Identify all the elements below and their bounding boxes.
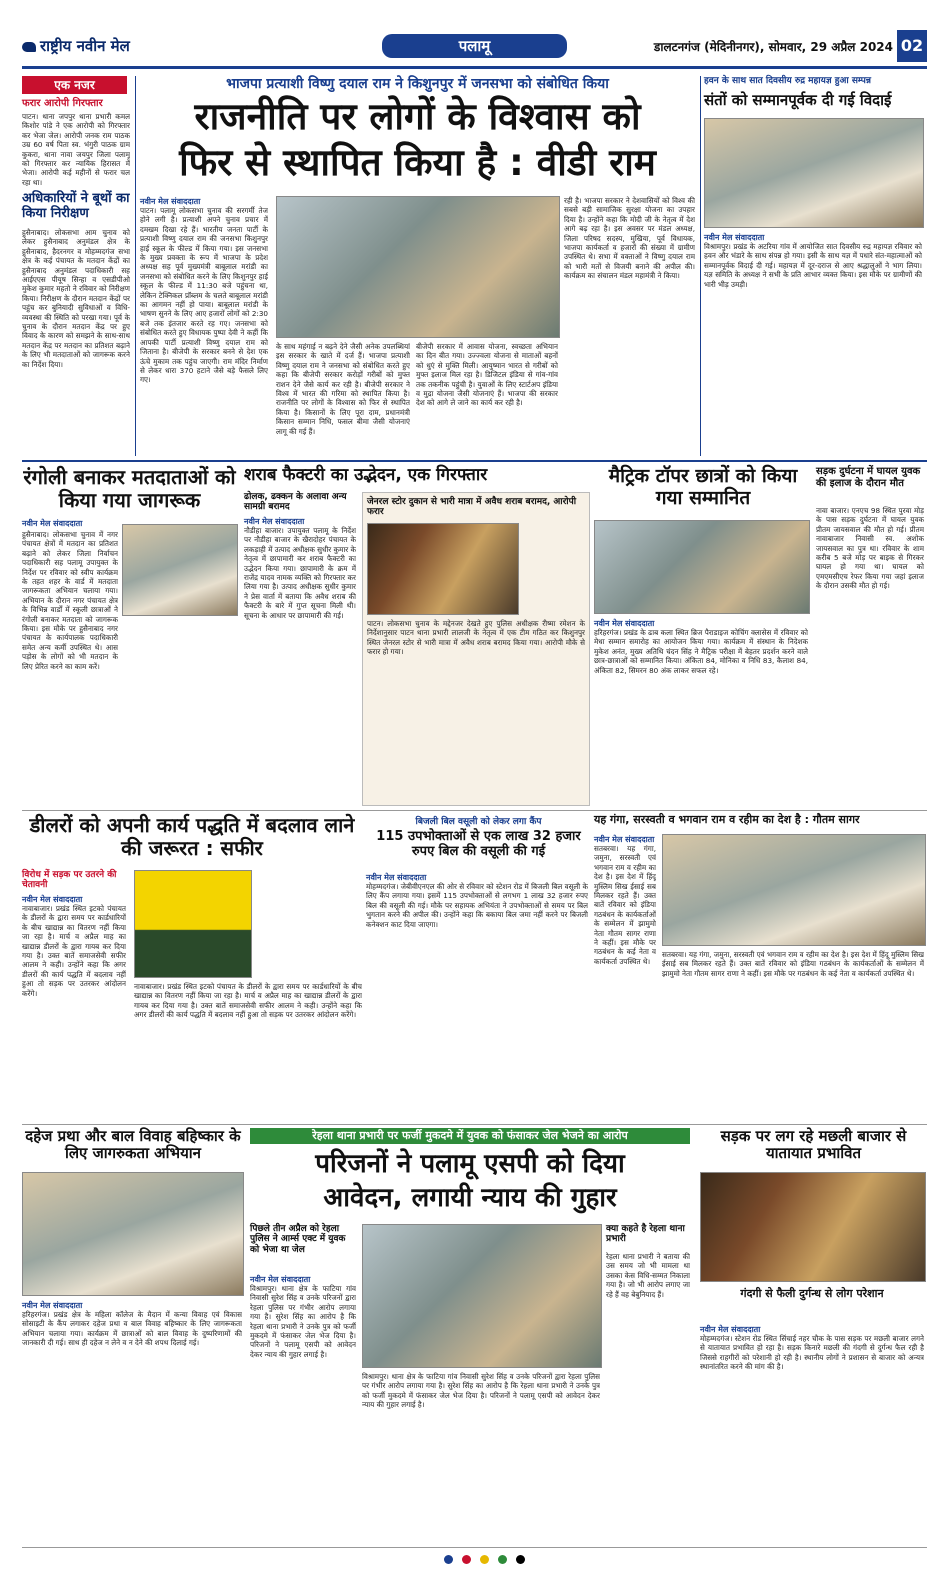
story-byline: नवीन मेल संवाददाता (250, 1275, 311, 1284)
story-text: हरिहरगंज। प्रखंड क्षेत्र के महिला कॉलेज के मैदान में कन्या विवाह एवं विकास सोसाइटी के कैंप लगाकर दहेज प्रथा व बाल विवाह बहिष्कार के लिए जागरूकता अभियान चलाया गया। कार्यक्रम में छात्राओं को बाल विवाह के दुष्परिणामों की जानकारी दी गई। साथ ही दहेज न लेने व न देने की शपथ दिलाई गई। (22, 1310, 242, 1348)
sidebar-item1-title: फरार आरोपी गिरफ्तार (22, 98, 103, 109)
story-byline: नवीन मेल संवाददाता (22, 895, 83, 904)
story-photo (662, 834, 926, 946)
bottles-photo (367, 523, 519, 615)
story-headline: मैट्रिक टॉपर छात्रों को किया गया सम्मानित (608, 465, 798, 509)
color-dot (444, 1555, 453, 1564)
color-dot (516, 1555, 525, 1564)
story-headline-2: आवेदन, लगायी न्याय की गुहार (323, 1183, 617, 1213)
story-sant-vidai (704, 72, 926, 458)
lead-text-b: के साथ महंगाई न बढ़ने देने जैसी अनेक उपलब्धियां इस सरकार के खाते में दर्ज हैं। भाजपा प्रत्याशी विष्णु दयाल राम ने जनसभा को संबोधित करते हुए कहा कि बीजेपी सरकार करोड़ों गरीबों को मुफ्त राशन देने जैसे कार्य कर रही है। बीजेपी सरकार ने विश्व में भारत की गरिमा को स्थापित किया है। राजनीति पर लोगों के विश्वास को फिर से स्थापित किया है। किसानों के लिए पूरा दाम, प्रधानमंत्री किसान सम्मान निधि, फसल बीमा जैसी योजनाएं लागू की गई हैं। (276, 342, 410, 436)
portrait-photo (134, 870, 252, 978)
story-text: मोहम्मदगंज। जेबीवीएनएल की ओर से रविवार को स्टेशन रोड में बिजली बिल वसूली के लिए कैंप लगाया गया। इसमें 115 उपभोक्ताओं से लगभग 1 लाख 32 हजार रुपए बिल की वसूली की गई। मौके पर सहायक अभियंता ने उपभोक्ताओं से समय पर बिल भुगतान करने की अपील की। उन्होंने कहा कि बकाया बिल जमा नहीं करने पर बिजली कनेक्शन काट दिया जाएगा। (366, 882, 588, 929)
story-byline: नवीन मेल संवाददाता (700, 1325, 761, 1334)
box-text: पाटन। लोकसभा चुनाव के मद्देनजर देखते हुए पुलिस अधीक्षक रीष्मा रमेशन के निर्देशानुसार पाटन थाना प्रभारी लालजी के नेतृत्व में एक टीम गठित कर किशुनपुर स्थित जेनरल स्टोर से भारी मात्रा में अवैध शराब बरामद किया गया। आरोपी मौके से फरार हो गया। (367, 619, 585, 657)
story-headline: संतों को सम्मानपूर्वक दी गई विदाई (704, 91, 892, 109)
story-headline: शराब फैक्टरी का उद्भेदन, एक गिरफ्तार (244, 465, 488, 485)
lead-text-d: रही है। भाजपा सरकार ने देशवासियों को विश्व की सबसे बड़ी सामाजिक सुरक्षा योजना का उपहार दिया है। उन्होंने कहा कि मोदी जी के नेतृत्व में देश आगे बढ़ रहा है। इस अवसर पर मंडल अध्यक्ष, जिला परिषद सदस्य, मुखिया, पूर्व विधायक, भाजपा कार्यकर्ता व हजारों की संख्या में ग्रामीण उपस्थित थे। सभा में वक्ताओं ने विष्णु दयाल राम को भारी मतों से विजयी बनाने की अपील की। कार्यक्रम का संचालन मंडल महामंत्री ने किया। (564, 196, 695, 281)
lead-headline-1: राजनीति पर लोगों के विश्वास को (194, 95, 641, 138)
sidebar-item2-title: अधिकारियों ने बूथों का किया निरीक्षण (22, 191, 130, 221)
story-text: हुसैनाबाद। लोकसभा चुनाव में नगर पंचायत क्षेत्रों में मतदान का प्रतिशत बढ़ाने को लेकर जिला निर्वाचन पदाधिकारी सह पलामू उपायुक्त के निर्देश पर रविवार को स्वीप कार्यक्रम के तहत शहर के वार्ड में मतदाता जागरूकता अभियान चलाया गया। अभियान के दौरान नगर पंचायत क्षेत्र के विभिन्न वार्डों में स्कूली छात्राओं ने रंगोली बनाकर मतदाता को जागरूक किया। इस मौके पर हुसैनाबाद नगर पंचायत के कार्यपालक पदाधिकारी समेत अन्य कर्मी उपस्थित थे। आस पड़ोस के लोगों को भी मतदान के लिए प्रेरित करने का काम करें। (22, 530, 118, 671)
story-headline-1: परिजनों ने पलामू एसपी को दिया (315, 1149, 625, 1179)
story-text: नावा बाजार। एनएच 98 स्थित पुरवा मोड़ के पास सड़क दुर्घटना में घायल युवक प्रीतम जायसवाल की मौत हो गई। प्रीतम नावाबाजार निवासी स्व. अशोक जायसवाल का पुत्र था। रविवार के शाम करीब 5 बजे मोड़ पर बाइक से गिरकर घायल हो गया था। घायल को एमएमसीएच रेफर किया गया जहां इलाज के दौरान उसकी मौत हो गई। (816, 506, 924, 591)
story-headline: दहेज प्रथा और बाल विवाह बहिष्कार के लिए जागरुकता अभियान (25, 1127, 241, 1163)
lead-text-c: बीजेपी सरकार में आवास योजना, स्वच्छता अभियान का दिन बीत गया। उज्ज्वला योजना से माताओं बहनों को धुएं से मुक्ति मिली। आयुष्मान भारत से गरीबों को मुफ्त इलाज मिल रहा है। डिजिटल इंडिया से गांव-गांव तक तकनीक पहुंची है। युवाओं के लिए स्टार्टअप इंडिया व मुद्रा योजना जैसी योजनाएं हैं। भाजपा की सरकार देश को आगे ले जाने का कार्य कर रही है। (416, 342, 558, 408)
bird-logo-icon (22, 42, 36, 52)
story-sub: विरोध में सड़क पर उतरने की चेतावनी (22, 870, 117, 891)
sidebar-item2-text: हुसैनाबाद। लोकसभा आम चुनाव को लेकर हुसैनाबाद अनुमंडल क्षेत्र के हुसैनाबाद, हैदरनगर व मोहम्मदगंज सभा क्षेत्र के कई पंचायत के मतदान केंद्रों का हुसैनाबाद अनुमंडल पदाधिकारी सह आईएएस पीयूष सिन्हा व एसडीपीओ मुकेश कुमार महतो ने रविवार को निरीक्षण किया। निरीक्षण के दौरान मतदान केंद्रों पर पहुंच कर बुनियादी सुविधाओं व विधि-व्यवस्था की स्थिति को परखा गया। पूर्व के चुनाव के दौरान मतदान केंद्र पर हुए विवाद के कारण को समझने के साथ-साथ मतदान केंद्र पर मतदान का प्रतिशत बढ़ाने के लिए भी मतदाताओं को जागरूक करने का निर्देश दिया। (22, 228, 130, 369)
story-rehla (250, 1128, 690, 1540)
color-dot (480, 1555, 489, 1564)
lead-headline-2: फिर से स्थापित किया है : वीडी राम (179, 141, 656, 184)
story-dahej (22, 1128, 244, 1540)
story-byline: नवीन मेल संवाददाता (594, 619, 655, 628)
story-matric (594, 466, 812, 806)
story-text-2: विश्रामपुर। थाना क्षेत्र के फाटिया गांव निवासी सुरेश सिंह व उनके परिजनों द्वारा रेहला पुलिस पर गंभीर आरोप लगाया गया है। सुरेश सिंह का आरोप है कि रेहला थाना प्रभारी ने उनके पुत्र को फर्जी मुकदमे में फंसाकर जेल भेज दिया है। परिजनों ने पलामू एसपी को आवेदन देकर न्याय की गुहार लगाई है। (362, 1372, 600, 1410)
story-byline: नवीन मेल संवाददाता (366, 873, 427, 882)
box-title: जेनरल स्टोर दुकान से भारी मात्रा में अवैध शराब बरामद, आरोपी फरार (367, 497, 577, 518)
story-byline: नवीन मेल संवाददाता (244, 517, 305, 526)
story-bijli (366, 814, 591, 1132)
story-text-2: सतबरवा। यह गंगा, जमुना, सरस्वती एवं भगवान राम व रहीम का देश है। इस देश में हिंदू मुस्लिम सिख ईसाई सब मिलकर रहते हैं। उक्त बातें रविवार को इंडिया गठबंधन के कार्यकर्ताओं के सम्मेलन में झामुमो नेता गौतम सागर राणा ने कहीं। इस मौके पर गठबंधन के कई नेता व कार्यकर्ता उपस्थित थे। (662, 950, 924, 978)
story-gautam (594, 814, 927, 1132)
story-sub: ढोलक, ढक्कन के अलावा अन्य सामग्री बरामद (244, 492, 347, 513)
story-photo (122, 524, 238, 616)
story-sub: गंदगी से फैली दुर्गन्ध से लोग परेशान (740, 1287, 884, 1300)
page-number: 02 (897, 30, 927, 62)
divider (700, 76, 701, 456)
section-divider (22, 460, 927, 462)
story-kicker: बिजली बिल वसूली को लेकर लगा कैंप (415, 817, 542, 827)
sidebar-item1-text: पाटन। थाना जपपुर थाना प्रभारी कमल किशोर पांडे ने एक आरोपी को गिरफ्तार कर भेजा जेल। आरोपी जनक राम पाठक उम्र 60 वर्ष पिता स्व. भंगुरी पाठक ग्राम कुकरा, थाना नावा जयपुर जिला पलामू को गिरफ्तार कर न्यायिक हिरासत में भेजा। आरोपी कई महीनों से फरार चल रहा था। (22, 112, 130, 187)
story-rangoli (22, 466, 237, 806)
story-dealer (22, 814, 362, 1132)
color-dot (498, 1555, 507, 1564)
brand-logo: राष्ट्रीय नवीन मेल (22, 36, 130, 56)
lead-story (140, 72, 695, 458)
dateline: डालटनगंज (मेदिनीनगर), सोमवार, 29 अप्रैल 2024 (653, 40, 893, 54)
section-badge: पलामू (382, 34, 567, 58)
story-kicker: हवन के साथ सात दिवसीय रुद्र महायज्ञ हुआ सम्पन्न (704, 76, 872, 86)
story-side-head: पिछले तीन अप्रैल को रेहला पुलिस ने आर्म्स एक्ट में युवक को भेजा था जेल (250, 1224, 346, 1255)
divider (135, 76, 136, 456)
story-byline: नवीन मेल संवाददाता (22, 1301, 83, 1310)
lead-photo (276, 196, 560, 338)
sidebar-tag: एक नजर (22, 76, 127, 94)
lead-text-a: पाटन। पलामू लोकसभा चुनाव की सरगर्मी तेज होने लगी है। प्रत्याशी अपने चुनाव प्रचार में दमखम दिखा रहे हैं। भारतीय जनता पार्टी के प्रत्याशी विष्णु दयाल राम की जनसभा किशुनपुर हाई स्कूल के फील्ड में किया गया। इस जनसभा के मुख्य प्रवक्ता के रूप में भाजपा के प्रदेश अध्यक्ष सह पूर्व मुख्यमंत्री बाबूलाल मरांडी का जनसभा को संबोधित करने के लिए किशुनपुर हाई स्कूल के फील्ड में 11:30 बजे पहुंचना था, लेकिन टेक्निकल प्रॉब्लम के चलते बाबूलाल मरांडी का आगमन नहीं हो पाया। बाबूलाल मरांडी के भाषण सुनने के लिए आए हजारों लोगों को 2:30 बजे तक इंतजार करते रह गए। जनसभा को संबोधित करते हुए विधायक पुष्पा देवी ने कहीं कि आपकी पार्टी प्रत्याशी विष्णु दयाल राम को जिताना है। बीजेपी के सरकार बनने से देश एक ऊंचे मुकाम तक पहुंच जाएगी। राम मंदिर निर्माण से लेकर धारा 370 हटाने जैसे बड़े फैसले लिए गए। (140, 206, 268, 385)
story-headline: सड़क पर लग रहे मछली बाजार से यातायात प्रभावित (720, 1127, 907, 1163)
story-photo (362, 1224, 602, 1368)
lead-byline: नवीन मेल संवाददाता (140, 197, 201, 206)
story-text: मोहम्मदगंज। स्टेशन रोड स्थित सिंचाई नहर चौक के पास सड़क पर मछली बाजार लगने से यातायात प्रभावित हो रहा है। सड़क किनारे मछली की गंदगी से दुर्गन्ध फैल रही है जिससे राहगीरों को परेशानी हो रही है। स्थानीय लोगों ने प्रशासन से बाजार को अन्यत्र स्थानांतरित करने की मांग की है। (700, 1334, 924, 1372)
lead-kicker: भाजपा प्रत्याशी विष्णु दयाल राम ने किशुनपुर में जनसभा को संबोधित किया (226, 76, 609, 92)
story-sharab (244, 466, 589, 806)
story-photo (700, 1172, 926, 1282)
masthead (22, 30, 927, 69)
footer-dots (442, 1549, 527, 1568)
story-headline: रंगोली बनाकर मतदाताओं को किया गया जागरूक (23, 465, 236, 512)
story-photo (22, 1172, 244, 1296)
story-text: विश्रामपुर। प्रखंड के अटरिया गांव में आयोजित सात दिवसीय रुद्र महायज्ञ रविवार को हवन और भंडारे के साथ संपन्न हो गया। इसी के साथ यज्ञ में पधारे संत-महात्माओं को सम्मानपूर्वक विदाई दी गई। महायज्ञ में दूर-दराज से आए श्रद्धालुओं ने भाग लिया। यज्ञ समिति के अध्यक्ष ने सभी के प्रति आभार व्यक्त किया। इस मौके पर ग्रामीणों की भारी भीड़ उमड़ी। (704, 242, 922, 289)
story-text: विश्रामपुर। थाना क्षेत्र के फाटिया गांव निवासी सुरेश सिंह व उनके परिजनों द्वारा रेहला पुलिस पर गंभीर आरोप लगाया गया है। सुरेश सिंह का आरोप है कि रेहला थाना प्रभारी ने उनके पुत्र को फर्जी मुकदमे में फंसाकर जेल भेज दिया है। परिजनों ने पलामू एसपी को आवेदन देकर न्याय की गुहार लगाई है। (250, 1284, 356, 1359)
color-dot (462, 1555, 471, 1564)
section-divider (22, 1124, 927, 1125)
story-text: नावाबाजार। प्रखंड स्थित इटको पंचायत के डीलरों के द्वारा समय पर कार्डधारियों के बीच खाद्यान्न का वितरण नहीं किया जा रहा है। मार्च व अप्रैल माह का खाद्यान्न डीलरों के द्वारा गायब कर दिया गया है। उक्त बातें समाजसेवी सफीर आलम ने कही। उन्होंने कहा कि अगर डीलरों की कार्य पद्धति में बदलाव नहीं हुआ तो सड़क पर उतरकर आंदोलन करेंगे। (22, 904, 126, 998)
footer-color-bar (22, 1547, 927, 1558)
story-bar: रेहला थाना प्रभारी पर फर्जी मुकदमे में युवक को फंसाकर जेल भेजने का आरोप (250, 1128, 690, 1144)
story-photo (594, 520, 810, 614)
section-divider (22, 810, 927, 811)
story-headline: 115 उपभोक्ताओं से एक लाख 32 हजार रुपए बिल की वसूली की गई (376, 829, 581, 859)
story-text: हरिहरगंज। प्रखंड के ढाब कला स्थित ब्रिज पैराडाइज कोचिंग क्लासेस में रविवार को मेधा सम्मान समारोह का आयोजन किया गया। कार्यक्रम में संस्थान के निदेशक मुकेश अनंत, मुख्य अतिथि चंदन सिंह ने मैट्रिक परीक्षा में बेहतर प्रदर्शन करने वाले छात्र-छात्राओं को सम्मानित किया। अंकिता 84, मोनिका व निधि 83, कैलाश 84, अंकिता 82, सिमरन 80 अंक लाकर सफल रहे। (594, 628, 808, 675)
sharab-box (362, 492, 590, 806)
story-text: नौडीहा बाजार। उपायुक्त पलामू के निर्देश पर नौडीहा बाजार के खैरादोहर पंचायत के लकड़ाही में उत्पाद अधीक्षक सुधीर कुमार के नेतृत्व में छापामारी कर शराब फैक्टरी का उद्भेदन किया गया। छापामारी के क्रम में राजेंद्र यादव नामक व्यक्ति को गिरफ्तार कर लिया गया है। उत्पाद अधीक्षक सुधीर कुमार ने प्रेस वार्ता में बताया कि अवैध शराब की फैक्टरी के बारे में गुप्त सूचना मिली थी। सूचना के आधार पर छापामारी की गई। (244, 526, 356, 620)
story-text: सतबरवा। यह गंगा, जमुना, सरस्वती एवं भगवान राम व रहीम का देश है। इस देश में हिंदू मुस्लिम सिख ईसाई सब मिलकर रहते हैं। उक्त बातें रविवार को इंडिया गठबंधन के कार्यकर्ताओं के सम्मेलन में झामुमो नेता गौतम सागर राणा ने कहीं। इस मौके पर गठबंधन के कई नेता व कार्यकर्ता उपस्थित थे। (594, 844, 656, 966)
story-text-2: नावाबाजार। प्रखंड स्थित इटको पंचायत के डीलरों के द्वारा समय पर कार्डधारियों के बीच खाद्यान्न का वितरण नहीं किया जा रहा है। मार्च व अप्रैल माह का खाद्यान्न डीलरों के द्वारा गायब कर दिया गया है। उक्त बातें समाजसेवी सफीर आलम ने कही। उन्होंने कहा कि अगर डीलरों की कार्य पद्धति में बदलाव नहीं हुआ तो सड़क पर उतरकर आंदोलन करेंगे। (134, 982, 362, 1020)
sidebar (22, 76, 132, 456)
story-byline: नवीन मेल संवाददाता (704, 233, 765, 242)
story-byline: नवीन मेल संवाददाता (594, 835, 655, 844)
story-headline: सड़क दुर्घटना में घायल युवक की इलाज के दौरान मौत (816, 466, 921, 489)
story-byline: नवीन मेल संवाददाता (22, 519, 83, 528)
story-headline: डीलरों को अपनी कार्य पद्धति में बदलाव लाने की जरूरत : सफीर (29, 813, 355, 860)
quote-title: क्या कहते है रेहला थाना प्रभारी (606, 1224, 685, 1245)
story-headline: यह गंगा, सरस्वती व भगवान राम व रहीम का देश है : गौतम सागर (594, 813, 860, 826)
story-photo (704, 118, 924, 228)
story-machli (700, 1128, 927, 1540)
story-accident (816, 466, 927, 806)
quote-text: रेहला थाना प्रभारी ने बताया की उस समय जो भी मामला था उसका केस विधि-सम्मत निकाला गया है। जो भी आरोप लगाए जा रहे हैं वह बेबुनियाद हैं। (606, 1252, 690, 1299)
